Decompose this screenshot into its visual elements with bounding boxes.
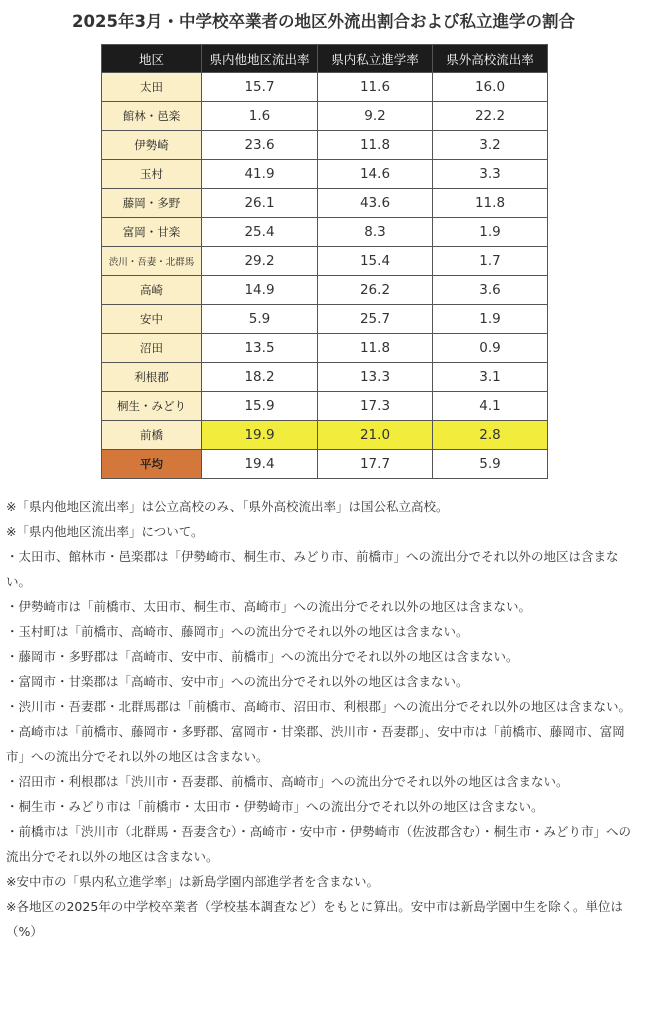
- note-line: ※安中市の「県内私立進学率」は新島学園内部進学者を含まない。: [6, 874, 379, 889]
- value-cell: 5.9: [202, 305, 318, 334]
- value-cell: 15.4: [318, 247, 433, 276]
- note-line: ・渋川市・吾妻郡・北群馬郡は「前橋市、高崎市、沼田市、利根郡」への流出分でそれ以外の地区は含まない。: [6, 699, 632, 714]
- value-cell: 14.6: [318, 160, 433, 189]
- region-cell: 館林・邑楽: [102, 102, 202, 131]
- region-cell: 藤岡・多野: [102, 189, 202, 218]
- value-cell: 29.2: [202, 247, 318, 276]
- value-cell: 1.9: [433, 218, 548, 247]
- table-row: [102, 247, 548, 276]
- value-cell: 19.4: [202, 450, 318, 479]
- table-row: [102, 218, 548, 247]
- note-line: ・高崎市は「前橋市、藤岡市・多野郡、富岡市・甘楽郡、渋川市・吾妻郡」、安中市は「前橋市、藤岡市、富岡市」への流出分でそれ以外の地区は含まない。: [6, 724, 625, 764]
- table-row: [102, 305, 548, 334]
- value-cell: 26.2: [318, 276, 433, 305]
- value-cell: 13.5: [202, 334, 318, 363]
- value-cell: 22.2: [433, 102, 548, 131]
- value-cell: 11.8: [318, 334, 433, 363]
- table-row: [102, 73, 548, 102]
- note-line: ・前橋市は「渋川市（北群馬・吾妻含む）・高崎市・安中市・伊勢崎市（佐波郡含む）・桐生市・みどり市」への流出分でそれ以外の地区は含まない。: [6, 824, 632, 864]
- note-line: ・富岡市・甘楽郡は「高崎市、安中市」への流出分でそれ以外の地区は含まない。: [6, 674, 469, 689]
- value-cell: 43.6: [318, 189, 433, 218]
- table-row: [102, 102, 548, 131]
- note-line: ・桐生市・みどり市は「前橋市・太田市・伊勢崎市」への流出分でそれ以外の地区は含まない。: [6, 799, 544, 814]
- note-line: ・玉村町は「前橋市、高崎市、藤岡市」への流出分でそれ以外の地区は含まない。: [6, 624, 469, 639]
- value-cell: 4.1: [433, 392, 548, 421]
- value-cell: 1.7: [433, 247, 548, 276]
- value-cell: 15.7: [202, 73, 318, 102]
- region-cell: 伊勢崎: [102, 131, 202, 160]
- note-line: ※各地区の2025年の中学校卒業者（学校基本調査など）をもとに算出。安中市は新島学園中生を除く。単位は（%）: [6, 899, 624, 939]
- value-cell: 21.0: [318, 421, 433, 450]
- header-region: 地区: [102, 45, 202, 73]
- value-cell: 1.9: [433, 305, 548, 334]
- value-cell: 19.9: [202, 421, 318, 450]
- region-cell: 玉村: [102, 160, 202, 189]
- note-line: ・太田市、館林市・邑楽郡は「伊勢崎市、桐生市、みどり市、前橋市」への流出分でそれ以外の地区は含まない。: [6, 549, 619, 589]
- value-cell: 16.0: [433, 73, 548, 102]
- region-cell: 高崎: [102, 276, 202, 305]
- table-row: [102, 276, 548, 305]
- note-line: ・沼田市・利根郡は「渋川市・吾妻郡、前橋市、高崎市」への流出分でそれ以外の地区は含まない。: [6, 774, 569, 789]
- table-row: [102, 392, 548, 421]
- table-row: [102, 189, 548, 218]
- region-cell: 利根郡: [102, 363, 202, 392]
- value-cell: 3.1: [433, 363, 548, 392]
- table-row: [102, 131, 548, 160]
- value-cell: 5.9: [433, 450, 548, 479]
- value-cell: 41.9: [202, 160, 318, 189]
- note-line: ・伊勢崎市は「前橋市、太田市、桐生市、高崎市」への流出分でそれ以外の地区は含まない。: [6, 599, 532, 614]
- value-cell: 17.7: [318, 450, 433, 479]
- region-cell: 沼田: [102, 334, 202, 363]
- table-header-row: [102, 45, 548, 73]
- header-out-of-prefecture-rate: 県外高校流出率: [433, 45, 548, 73]
- table-row: [102, 363, 548, 392]
- header-private-school-rate: 県内私立進学率: [318, 45, 433, 73]
- region-cell: 富岡・甘楽: [102, 218, 202, 247]
- value-cell: 18.2: [202, 363, 318, 392]
- value-cell: 26.1: [202, 189, 318, 218]
- value-cell: 3.6: [433, 276, 548, 305]
- value-cell: 1.6: [202, 102, 318, 131]
- table-row-highlighted: [102, 421, 548, 450]
- region-cell: 桐生・みどり: [102, 392, 202, 421]
- header-in-prefecture-outflow: 県内他地区流出率: [202, 45, 318, 73]
- value-cell: 25.7: [318, 305, 433, 334]
- value-cell: 17.3: [318, 392, 433, 421]
- note-line: ・藤岡市・多野郡は「高崎市、安中市、前橋市」への流出分でそれ以外の地区は含まない。: [6, 649, 519, 664]
- region-cell: 太田: [102, 73, 202, 102]
- region-cell: 平均: [102, 450, 202, 479]
- value-cell: 0.9: [433, 334, 548, 363]
- notes-section: [6, 494, 641, 944]
- table-row: [102, 334, 548, 363]
- note-line: ※「県内他地区流出率」について。: [6, 524, 204, 539]
- value-cell: 14.9: [202, 276, 318, 305]
- value-cell: 8.3: [318, 218, 433, 247]
- value-cell: 11.8: [433, 189, 548, 218]
- region-cell: 安中: [102, 305, 202, 334]
- value-cell: 25.4: [202, 218, 318, 247]
- value-cell: 9.2: [318, 102, 433, 131]
- value-cell: 11.6: [318, 73, 433, 102]
- region-cell: 渋川・吾妻・北群馬: [102, 247, 202, 276]
- value-cell: 23.6: [202, 131, 318, 160]
- value-cell: 3.2: [433, 131, 548, 160]
- table-row: [102, 160, 548, 189]
- note-line: ※「県内他地区流出率」は公立高校のみ、「県外高校流出率」は国公私立高校。: [6, 499, 449, 514]
- value-cell: 11.8: [318, 131, 433, 160]
- data-table: [101, 44, 548, 479]
- page-title: 2025年3月・中学校卒業者の地区外流出割合および私立進学の割合: [72, 12, 575, 31]
- value-cell: 3.3: [433, 160, 548, 189]
- value-cell: 13.3: [318, 363, 433, 392]
- table-row-average: [102, 450, 548, 479]
- region-cell: 前橋: [102, 421, 202, 450]
- value-cell: 15.9: [202, 392, 318, 421]
- value-cell: 2.8: [433, 421, 548, 450]
